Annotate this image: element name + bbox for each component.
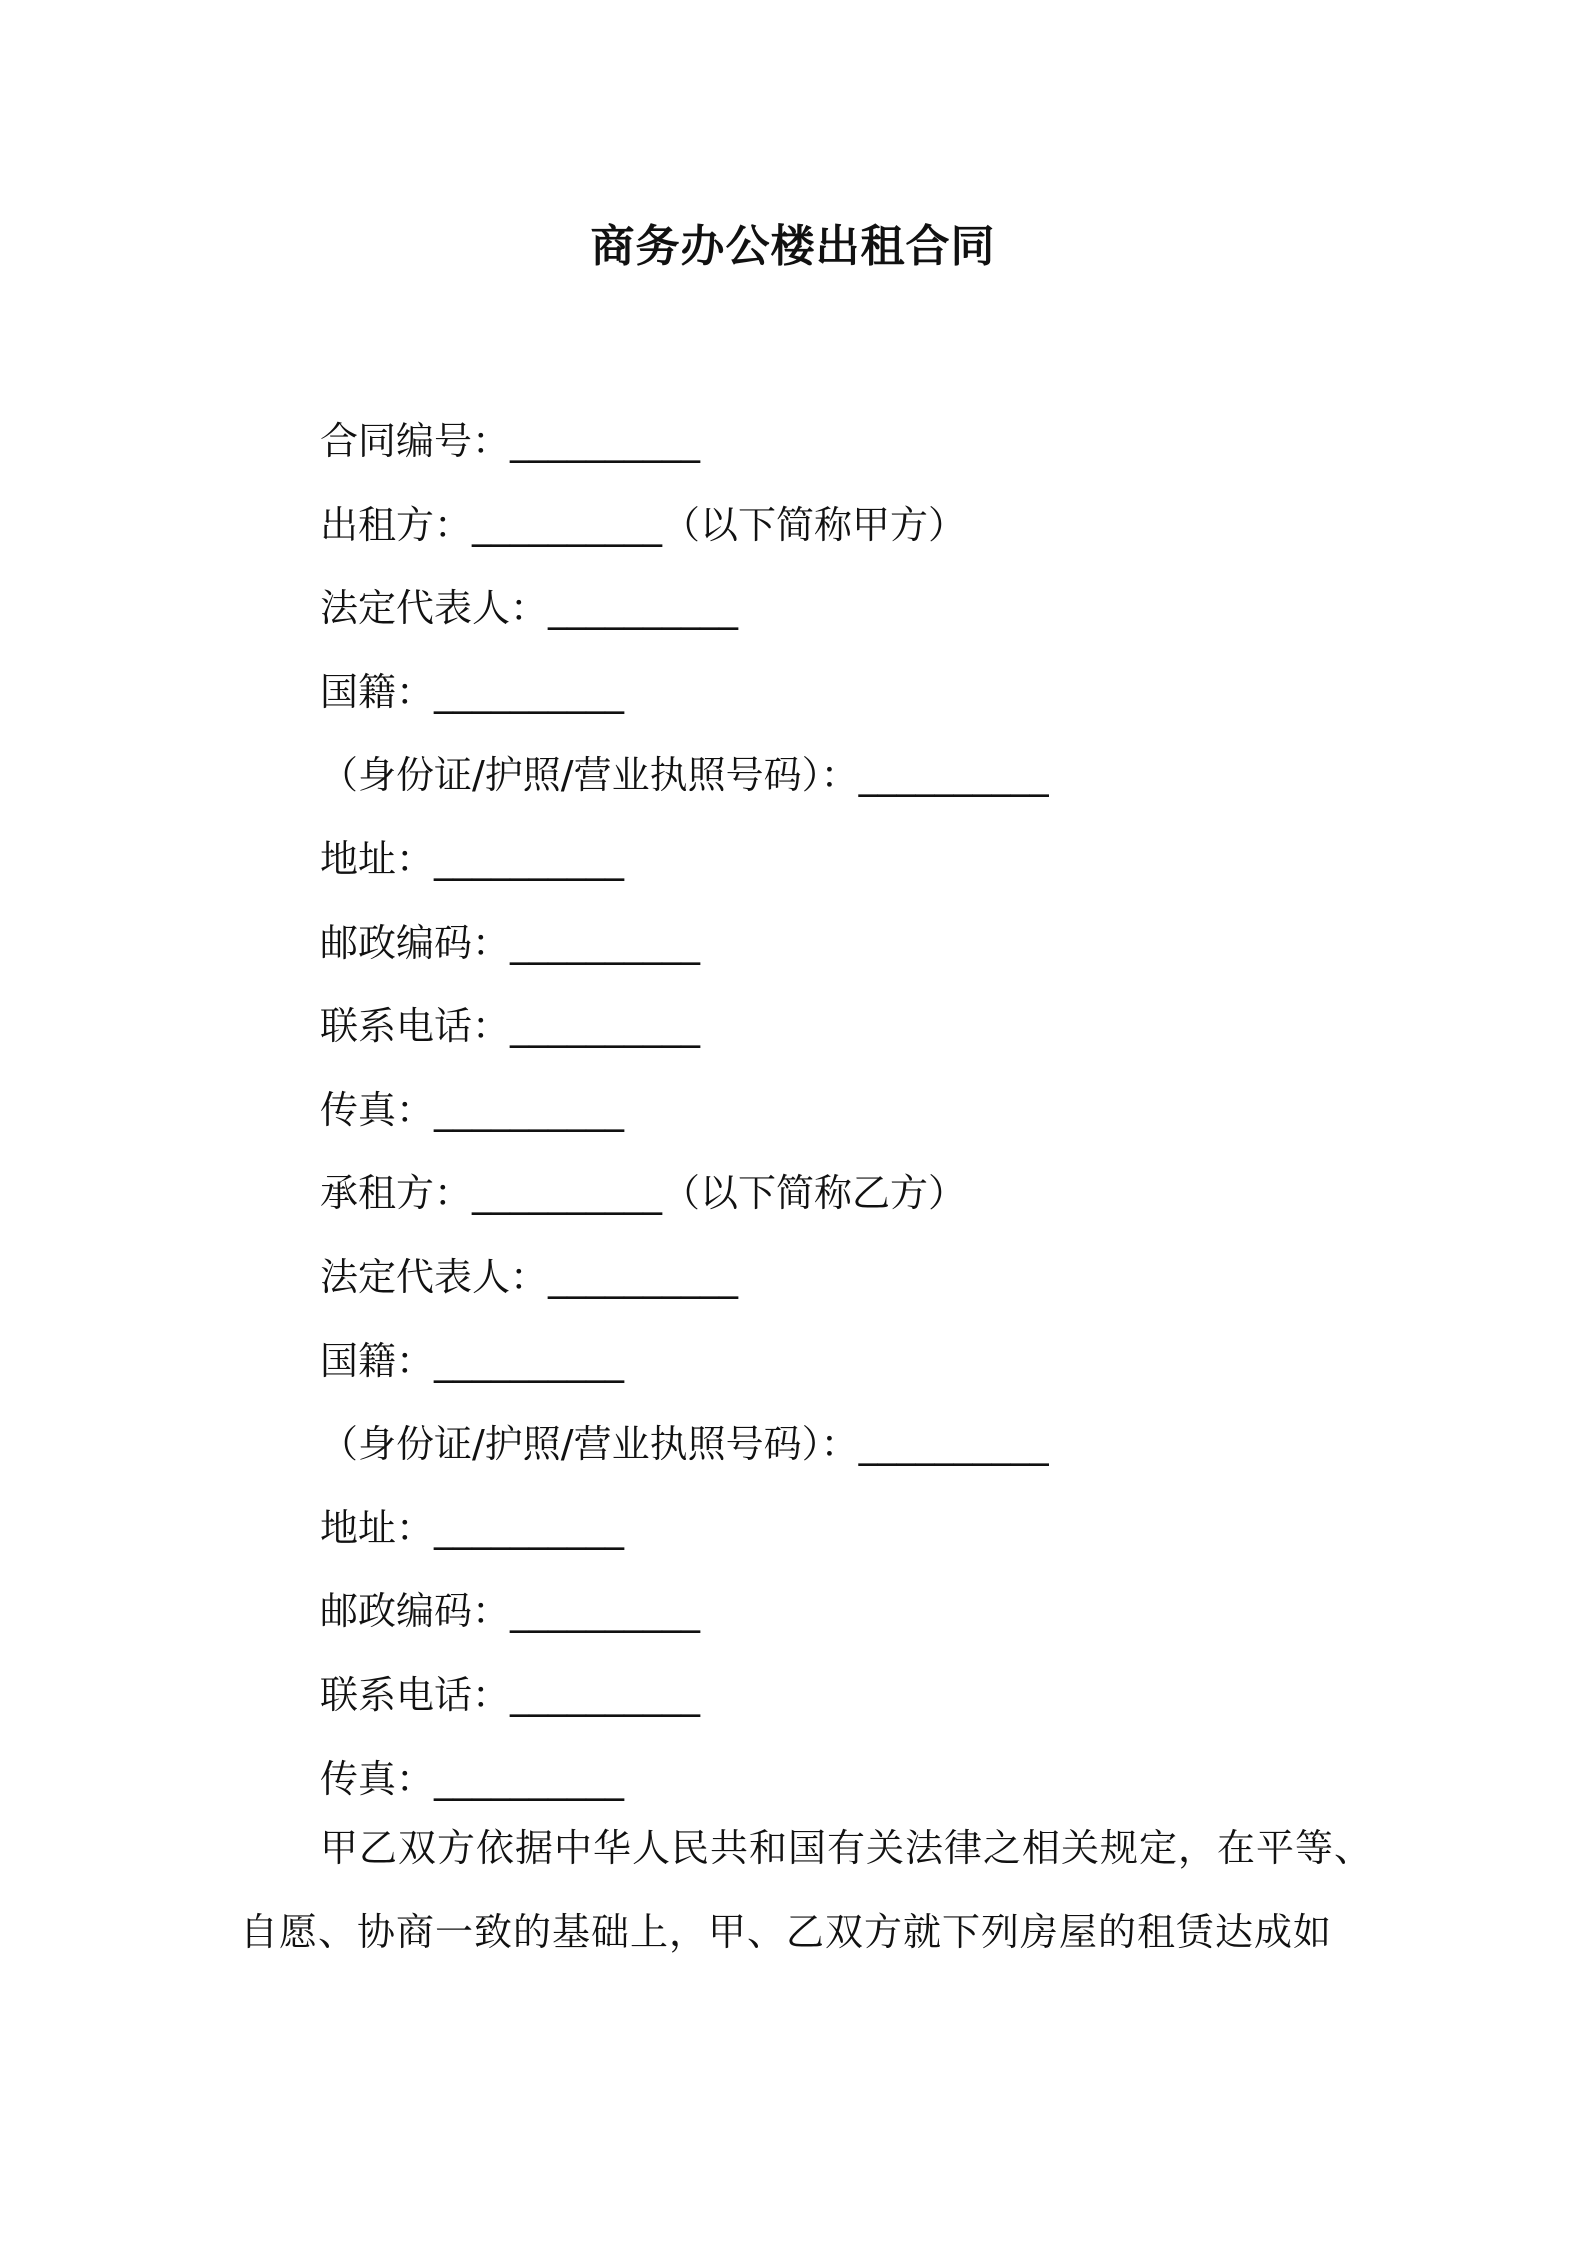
preamble-paragraph <box>240 1806 1374 1974</box>
field-lessee-id-number: （身份证/护照/营业执照号码）：__________ <box>320 1422 1049 1467</box>
field-lessor: 出租方：__________（以下简称甲方） <box>320 502 967 547</box>
party-fields <box>320 400 1480 1821</box>
field-lessee-nationality: 国籍：__________ <box>320 1338 625 1383</box>
field-lessee-phone: 联系电话：__________ <box>320 1672 701 1717</box>
field-lessor-nationality: 国籍：__________ <box>320 669 625 714</box>
field-lessee-address: 地址：__________ <box>320 1505 625 1550</box>
paragraph-line: 自愿、协商一致的基础上，甲、乙双方就下列房屋的租赁达成如 <box>240 1910 1333 1954</box>
field-lessee-fax: 传真：__________ <box>320 1756 625 1801</box>
field-lessor-postcode: 邮政编码：__________ <box>320 920 701 965</box>
paragraph-line: 甲乙双方依据中华人民共和国有关法律之相关规定，在平等、 <box>320 1826 1374 1870</box>
field-lessor-address: 地址：__________ <box>320 836 625 881</box>
field-lessor-fax: 传真：__________ <box>320 1087 625 1132</box>
field-lessee: 承租方：__________（以下简称乙方） <box>320 1171 967 1216</box>
field-contract-number: 合同编号：__________ <box>320 419 701 463</box>
field-lessee-legal-rep: 法定代表人：__________ <box>320 1254 739 1299</box>
field-lessee-postcode: 邮政编码：__________ <box>320 1589 701 1634</box>
field-lessor-phone: 联系电话：__________ <box>320 1004 701 1049</box>
field-lessor-legal-rep: 法定代表人：__________ <box>320 586 739 631</box>
document-title: 商务办公楼出租合同 <box>590 221 996 272</box>
field-lessor-id-number: （身份证/护照/营业执照号码）：__________ <box>320 753 1049 798</box>
